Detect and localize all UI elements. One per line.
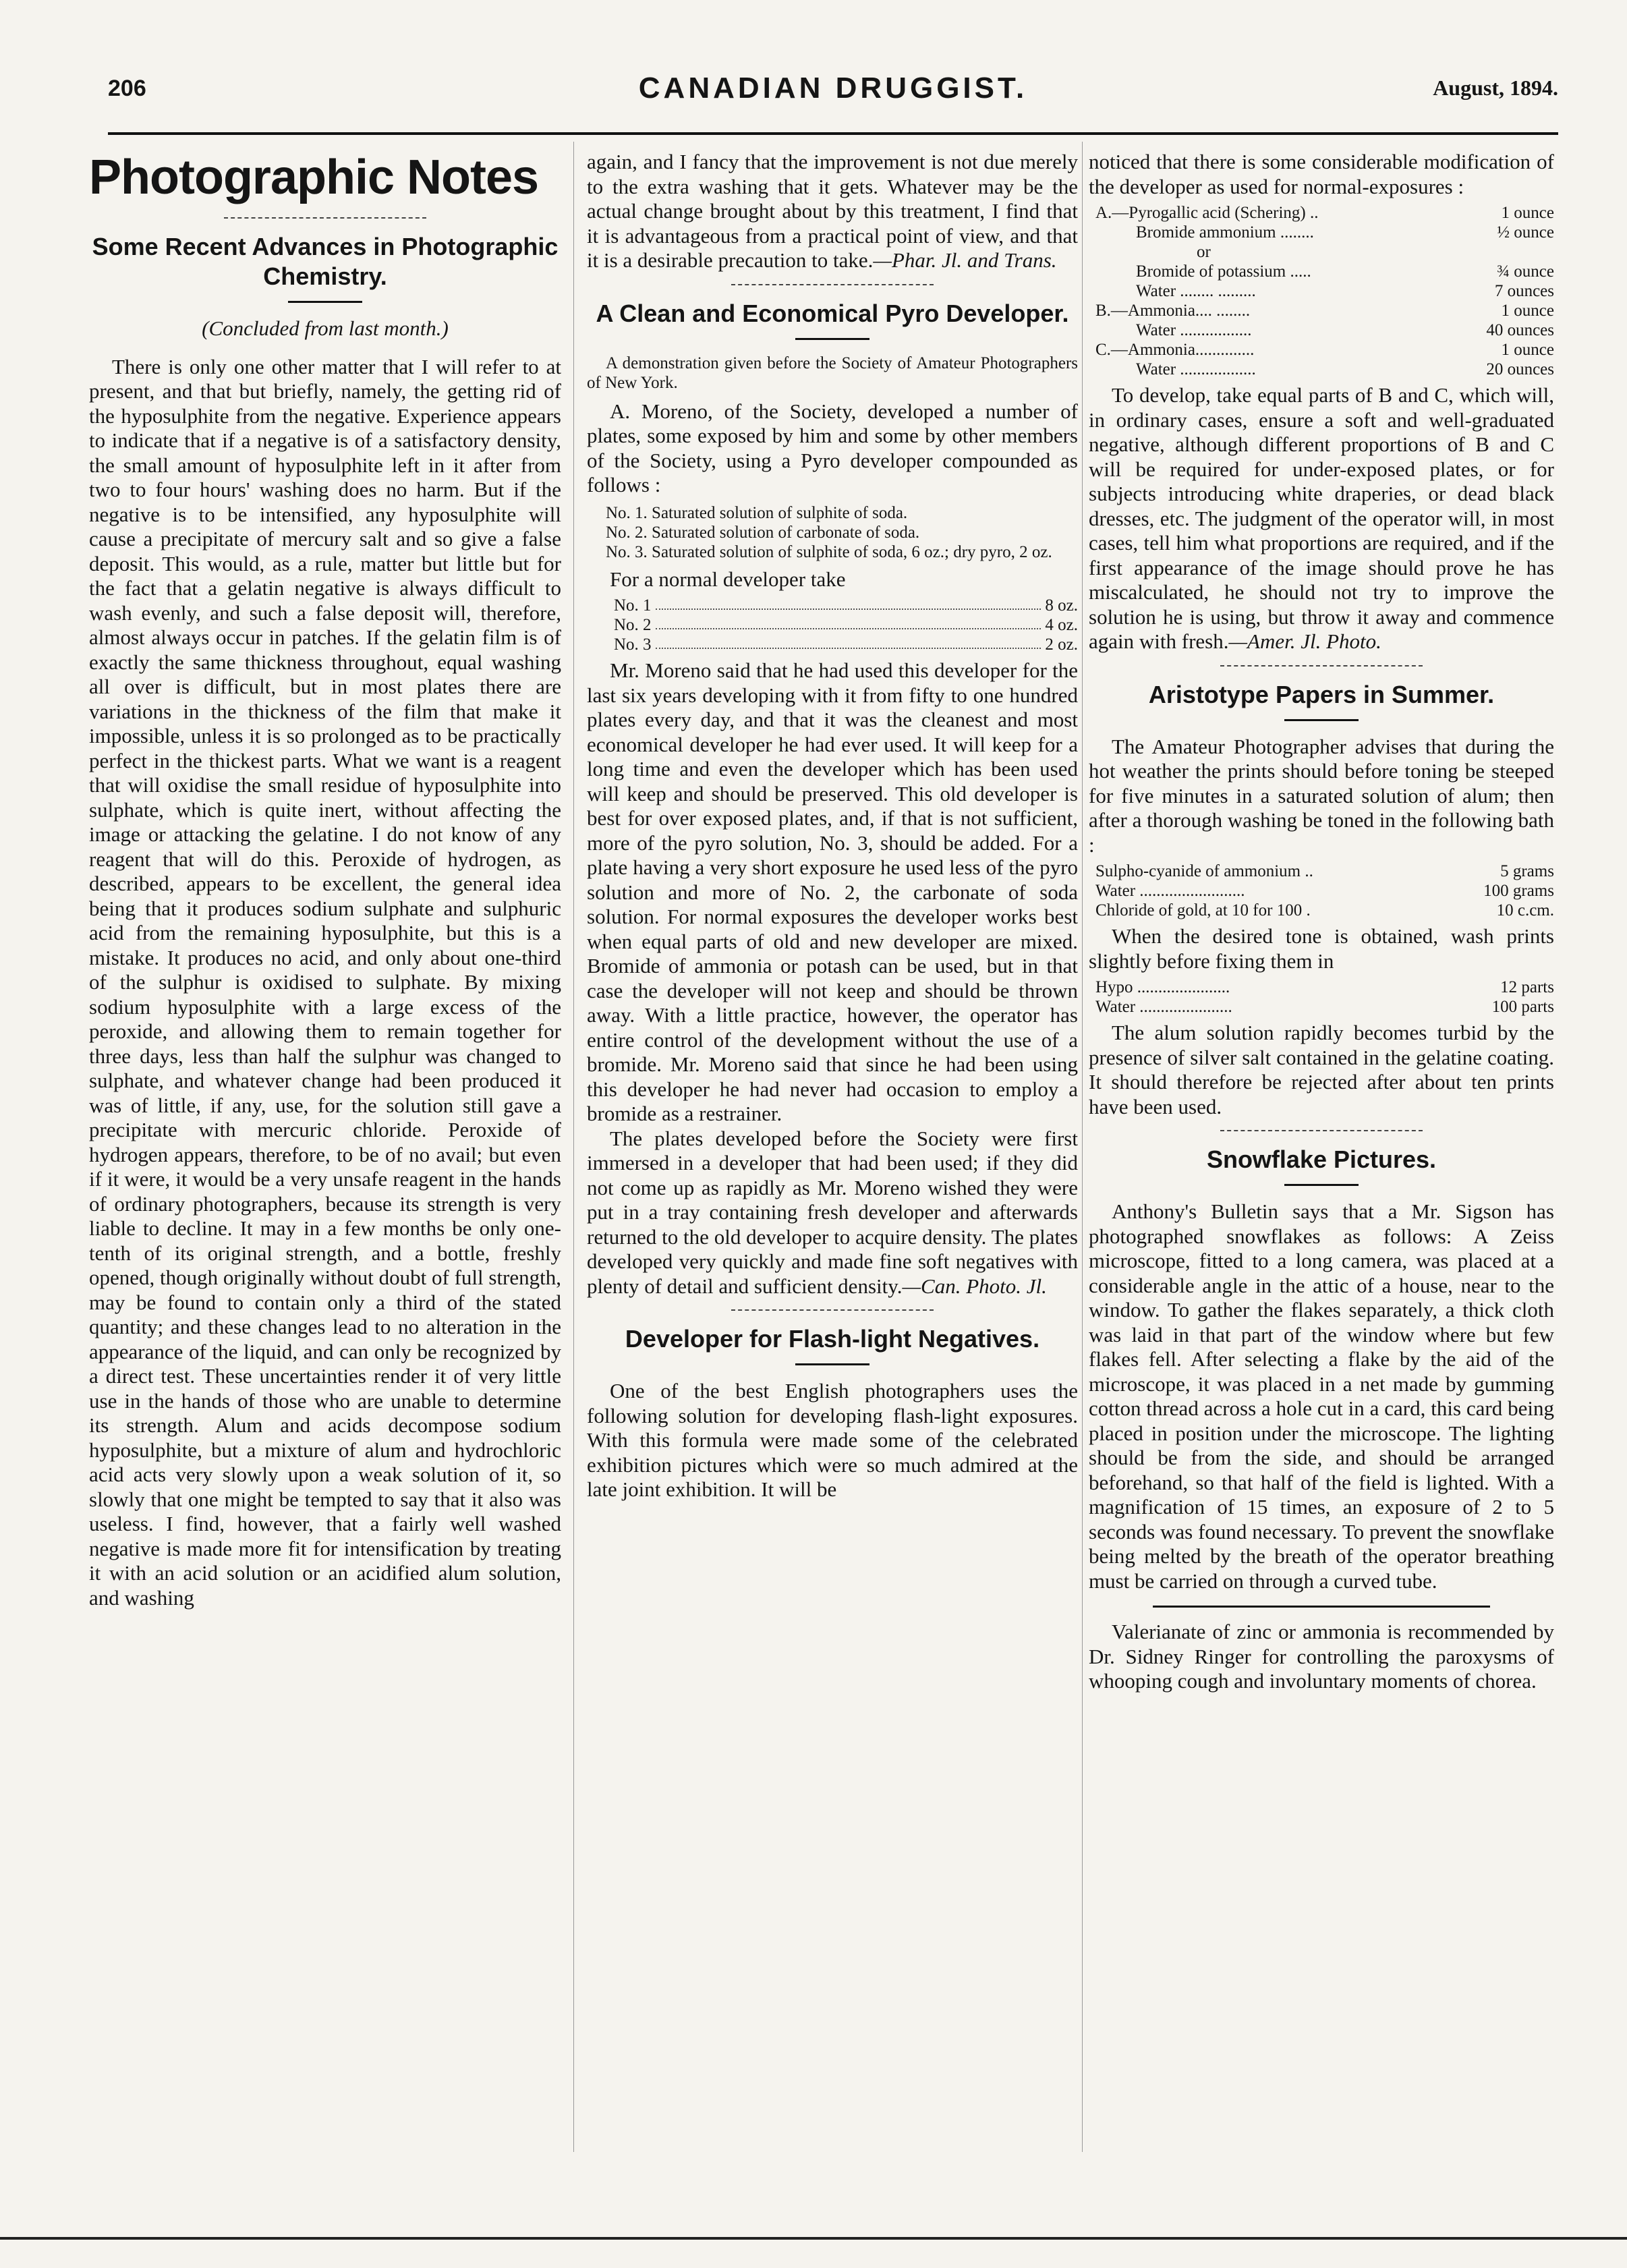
formula-row: Chloride of gold, at 10 for 100 . 10 c.cm. (1095, 901, 1554, 919)
section-divider (1153, 1606, 1490, 1608)
formula-table (1095, 861, 1554, 920)
formula-row: Bromide of potassium ..... ¾ ounce (1136, 262, 1554, 281)
formula-row: A.—Pyrogallic acid (Schering) .. 1 ounce (1095, 204, 1554, 222)
article-paragraph: Valerianate of zinc or ammonia is recommended by Dr. Sidney Ringer for controlling the paroxysms of whooping cough and involuntary moments of chorea. (1089, 1620, 1554, 1693)
solution-item: No. 3. Saturated solution of sulphite of soda, 6 oz.; dry pyro, 2 oz. (606, 542, 1052, 561)
article-intro: A demonstration given before the Society of Amateur Photographers of New York. (587, 353, 1078, 392)
article-title: A Clean and Economical Pyro Developer. (596, 299, 1069, 327)
solution-list (587, 503, 1078, 562)
article-title: Aristotype Papers in Summer. (1148, 680, 1495, 708)
department-title: Photographic Notes (89, 150, 539, 204)
formula-table (1095, 203, 1554, 379)
formula-row: Water ........ ......... 7 ounces (1136, 282, 1554, 300)
formula-row: or (1197, 243, 1211, 261)
source-citation: —Amer. Jl. Photo. (1228, 629, 1381, 653)
article-paragraph: The alum solution rapidly becomes turbid by the presence of silver salt contained in the gelatine coating. It should therefore be rejected after about ten prints have been used. (1089, 1021, 1554, 1118)
title-rule (1284, 719, 1359, 721)
article-paragraph: The plates developed before the Society were first immersed in a developer that had been used; if they did not come up as rapidly as Mr. Moreno wished they were put in a tray containing fresh developer and afterwards returned to the old developer to acquire density. The plates developed very quickly and made fine soft negatives with plenty of detail and sufficient density.—Can. Photo. Jl. (587, 1126, 1078, 1298)
formula-row: Water ...................... 100 parts (1095, 998, 1554, 1016)
column-divider (573, 142, 574, 2152)
article-paragraph: For a normal developer take (610, 567, 846, 591)
section-divider (1220, 1130, 1423, 1131)
journal-title: CANADIAN DRUGGIST. (638, 72, 1028, 105)
article-paragraph: Mr. Moreno said that he had used this developer for the last six years developing with it from fifty to one hundred plates every day, and that it was the cleanest and most economical developer he had ever used. It will keep for a long time and even the developer which has been used will keep and should be preserved. This old developer is best for over exposed plates, and, if that is not sufficient, more of the pyro solution, No. 3, should be added. For a plate having a very short exposure he used less of the pyro solution and more of No. 2, the carbonate of soda solution. For normal exposures the developer works best when equal parts of old and new developer are mixed. Bromide of ammonia or potash can be used, but in that case the developer will not keep and should be thrown away. With a little practice, however, the operator has entire control of the development without the use of a bromide. Mr. Moreno said that since he had been using this developer he had never had occasion to employ a bromide as a restrainer. (587, 658, 1078, 1125)
formula-row: Water ................. 40 ounces (1136, 321, 1554, 339)
source-citation: —Phar. Jl. and Trans. (873, 248, 1057, 272)
formula-row: No. 1 8 oz. (614, 596, 1078, 615)
article-title: Developer for Flash-light Negatives. (625, 1325, 1040, 1353)
column-divider (1082, 142, 1083, 2152)
article-paragraph: The Amateur Photographer advises that during the hot weather the prints should before toning be steeped for five minutes in a saturated solution of alum; then after a thorough washing be toned in the following bath : (1089, 734, 1554, 857)
section-divider (731, 1309, 934, 1311)
title-rule (288, 301, 362, 303)
column-3 (1089, 150, 1554, 2160)
ornamental-rule (224, 217, 426, 219)
article-paragraph: When the desired tone is obtained, wash prints slightly before fixing them in (1089, 924, 1554, 973)
formula-table (1095, 977, 1554, 1017)
article-paragraph: A. Moreno, of the Society, developed a number of plates, some exposed by him and some by other members of the Society, using a Pyro developer compounded as follows : (587, 399, 1078, 497)
solution-item: No. 2. Saturated solution of carbonate of soda. (606, 523, 920, 542)
formula-row: C.—Ammonia.............. 1 ounce (1095, 341, 1554, 359)
article-paragraph: again, and I fancy that the improvement is not due merely to the extra washing that it gets. Whatever may be the actual change brought about by this treatment, I find that it is advantageous from a practical point of view, and that it is a desirable precaution to take.—Phar. Jl. and Trans. (587, 150, 1078, 272)
page-bottom-rule (0, 2237, 1627, 2240)
formula-table (614, 596, 1078, 654)
formula-row: B.—Ammonia.... ........ 1 ounce (1095, 302, 1554, 320)
issue-date: August, 1894. (1433, 76, 1558, 100)
article-paragraph: noticed that there is some considerable modification of the developer as used for normal-exposures : (1089, 150, 1554, 198)
header-rule (108, 132, 1558, 135)
article-paragraph: There is only one other matter that I will refer to at present, and that but briefly, namely, the getting rid of the hyposulphite from the negative. Experience appears to indicate that if a negative is of a satisfactory density, the small amount of hyposulphite left in it after from two to four hours' washing does no harm. But if the negative is to be intensified, any hyposulphite will cause a precipitate of mercury salt and so give a false deposit. This would, as a rule, matter but little but for the fact that a gelatin negative is always difficult to wash evenly, and such a false deposit will, therefore, almost always occur in patches. If the gelatin film is of exactly the same thickness throughout, equal washing all over is difficult, but in most plates there are variations in the thickness of the film that make it impossible, unless it is so prolonged as to be practically perfect in the thickest parts. What we want is a reagent that will oxidise the small residue of hyposulphite into sulphate, which is quite inert, without affecting the image or attacking the gelatine. I do not know of any reagent that will do this. Peroxide of hydrogen, as described, appears to be excellent, the general idea being that it produces sodium sulphate and sulphuric acid from the remaining hyposulphite, but this is a mistake. It produces no acid, and only about one-third of the sulphur is oxidised to sulphate. By mixing sodium hyposulphite with a large excess of the peroxide, and allowing them to remain together for three days, less than half the sulphur was changed to sulphate, and whatever change had been produced it was of little, if any, use, for the solution still gave a precipitate with mercuric chloride. Peroxide of hydrogen appears, therefore, to be of no avail; but even if it were, it would be a very unsafe reagent in the hands of ordinary photographers, because its strength is very liable to decline. It may in a few months be only one-tenth of its original strength, and a bottle, freshly opened, though originally without doubt of full strength, may be found to contain only a third of the stated quantity; and these changes lead to no alteration in the appearance of the liquid, and can only be recognized by a direct test. These uncertainties render it of very little use in the hands of those who are unable to determine its strength. Alum and acids decompose sodium hyposulphite, but a mixture of alum and hydrochloric acid acts very slowly upon a weak solution of it, so slowly that one might be tempted to say that it also was useless. I find, however, that a fairly well washed negative is made more fit for intensification by treating it with an acid solution or an acidified alum solution, and washing (89, 354, 561, 1610)
formula-row: Bromide ammonium ........ ½ ounce (1136, 223, 1554, 242)
formula-row: Water ......................... 100 grams (1095, 882, 1554, 900)
solution-item: No. 1. Saturated solution of sulphite of soda. (606, 503, 908, 522)
formula-row: Sulpho-cyanide of ammonium .. 5 grams (1095, 862, 1554, 880)
section-divider (731, 284, 934, 285)
title-rule (795, 1363, 869, 1365)
page-number: 206 (108, 76, 146, 101)
article-title: Snowflake Pictures. (1206, 1145, 1437, 1173)
column-2 (587, 150, 1078, 2160)
title-rule (1284, 1184, 1359, 1186)
source-citation: —Can. Photo. Jl. (902, 1274, 1047, 1298)
continuation-note: (Concluded from last month.) (202, 316, 449, 340)
article-title: Some Recent Advances in Photographic Chemistry. (92, 233, 559, 290)
article-paragraph: Anthony's Bulletin says that a Mr. Sigson has photographed snowflakes as follows: A Zeiss microscope, fitted to a long camera, was placed at a considerable angle in the attic of a house, near to the window. To gather the flakes separately, a thick cloth was laid in that part of the window where but few flakes fell. After selecting a flake by the aid of the microscope, it was placed in a net made by gumming cotton thread across a hole cut in a card, this card being placed in position under the microscope. The lighting should be from the side, and should be arranged beforehand, so that half of the field is lighted. With a magnification of 15 times, an exposure of 2 to 5 seconds was found necessary. To prevent the snowflake being melted by the breath of the operator breathing must be carried on through a curved tube. (1089, 1199, 1554, 1593)
formula-row: No. 2 4 oz. (614, 616, 1078, 634)
formula-row: Water .................. 20 ounces (1136, 360, 1554, 378)
column-1 (89, 150, 561, 2160)
article-paragraph: To develop, take equal parts of B and C, which will, in ordinary cases, ensure a soft and well-graduated negative, although different proportions of B and C will be required for under-exposed plates, or for subjects introducing white draperies, or dead black dresses, etc. The judgment of the operator will, in most cases, tell him what proportions are required, and if the first appearance of the image should prove he has miscalculated, he should not try to improve the solution he is using, but throw it away and commence again with fresh.—Amer. Jl. Photo. (1089, 383, 1554, 653)
section-divider (1220, 665, 1423, 667)
article-paragraph: One of the best English photographers uses the following solution for developing flash-light exposures. With this formula were made some of the celebrated exhibition pictures which were so much admired at the late joint exhibition. It will be (587, 1379, 1078, 1501)
title-rule (795, 338, 869, 340)
formula-row: Hypo ...................... 12 parts (1095, 978, 1554, 996)
formula-row: No. 3 2 oz. (614, 635, 1078, 654)
page-header (108, 72, 1558, 116)
